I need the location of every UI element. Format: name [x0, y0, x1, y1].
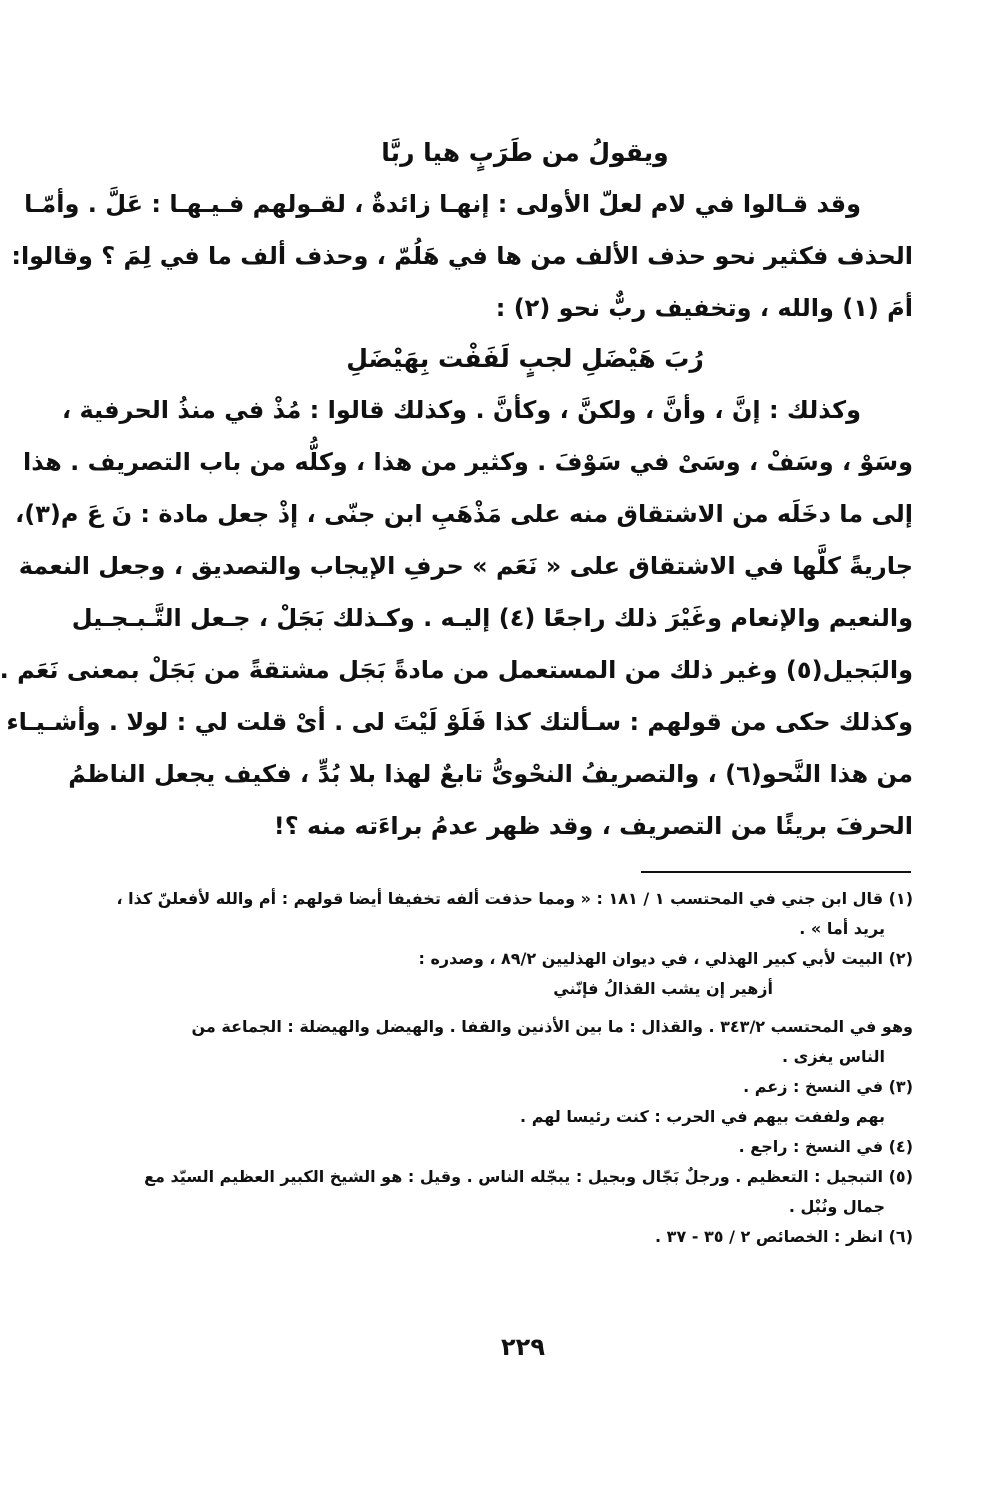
paragraph-2-line-3: إلى ما دخَلَه من الاشتقاق منه على مَذْهَبِ ابن جنّى ، إذْ جعل مادة : نَ عَ م(٣)،: [15, 500, 913, 528]
footnote-3-line-2: بهم ولففت بيهم في الحرب : كنت رئيسا لهم .: [520, 1107, 885, 1126]
footnote-separator: [641, 871, 911, 873]
paragraph-2-line-7: وكذلك حكى من قولهم : سـألتك كذا فَلَوْ لَيْتَ لى . أىْ قلت لي : لولا . وأشـيـاء: [6, 708, 913, 736]
paragraph-2-line-5: والنعيم والإنعام وغَيْرَ ذلك راجعًا (٤) إليـه . وكـذلك بَجَلْ ، جـعل التَّـبـجـيل: [71, 604, 913, 632]
footnote-6-line-1: (٦) انظر : الخصائص ٢ / ٣٥ - ٣٧ .: [655, 1227, 913, 1246]
verse-line-1: ويقولُ من طَرَبٍ هيا ربَّا: [381, 138, 669, 167]
paragraph-1-line-2: الحذف فكثير نحو حذف الألف من ها في هَلُمّ ، وحذف ألف ما في لِمَ ؟ وقالوا:: [11, 242, 913, 270]
footnote-1-line-1: (١) قال ابن جني في المحتسب ١ / ١٨١ : « ومما حذفت ألفه تخفيفا أيضا قولهم : أم والله لأفعلنّ كذا ،: [116, 889, 913, 908]
footnote-2-line-1: (٢) البيت لأبي كبير الهذلي ، في ديوان الهذليين ٨٩/٢ ، وصدره :: [418, 949, 913, 968]
paragraph-2-line-6: والبَجيل(٥) وغير ذلك من المستعمل من مادةً بَجَل مشتقةً من بَجَلْ بمعنى نَعَم .: [0, 656, 913, 684]
footnote-5-line-2: جمال ونُبْل .: [788, 1197, 885, 1216]
footnote-1-line-2: يريد أما » .: [799, 919, 885, 938]
footnote-2-line-3: وهو في المحتسب ٣٤٣/٢ . والقذال : ما بين الأذنين والقفا . والهيضل والهيضلة : الجماعة من: [191, 1017, 913, 1036]
footnote-2-line-4: الناس يغزى .: [782, 1047, 885, 1066]
paragraph-1-line-3: أمَ (١) والله ، وتخفيف ربٌّ نحو (٢) :: [495, 294, 913, 322]
paragraph-2-line-4: جاريةً كلَّها في الاشتقاق على « نَعَم » حرفِ الإيجاب والتصديق ، وجعل النعمة: [18, 552, 913, 580]
footnote-5-line-1: (٥) التبجيل : التعظيم . ورجلٌ بَجّال وبجيل : يبجّله الناس . وقيل : هو الشيخ الكبير العظيم السيّد مع: [144, 1167, 913, 1186]
footnote-2-verse: أزهير إن يشب القذالُ فإنّني: [553, 979, 773, 998]
paragraph-1-line-1: وقد قـالوا في لام لعلّ الأولى : إنهـا زائدةٌ ، لقـولهم فـيـهـا : عَلَّ . وأمّـا: [24, 190, 861, 218]
page-number: ٢٢٩: [501, 1333, 545, 1361]
footnote-3-line-1: (٣) في النسخ : زعم .: [743, 1077, 913, 1096]
paragraph-2-line-1: وكذلك : إنَّ ، وأنَّ ، ولكنَّ ، وكأنَّ . وكذلك قالوا : مُذْ في منذُ الحرفية ،: [62, 396, 861, 424]
paragraph-2-line-8: من هذا النَّحو(٦) ، والتصريفُ النحْوىُّ تابعٌ لهذا بلا بُدٍّ ، فكيف يجعل الناظمُ: [68, 760, 913, 788]
verse-line-2: رُبَ هَيْضَلِ لجبٍ لَفَفْت بِهَيْضَلِ: [346, 344, 704, 373]
main-text: [0, 128, 913, 852]
footnote-4-line-1: (٤) في النسخ : راجع .: [738, 1137, 913, 1156]
paragraph-2-line-9: الحرفَ بريئًا من التصريف ، وقد ظهر عدمُ براءَته منه ؟!: [273, 812, 913, 840]
footnotes: [116, 884, 913, 1252]
paragraph-2-line-2: وسَوْ ، وسَفْ ، وسَىْ في سَوْفَ . وكثير من هذا ، وكلُّه من باب التصريف . هذا: [23, 448, 913, 476]
